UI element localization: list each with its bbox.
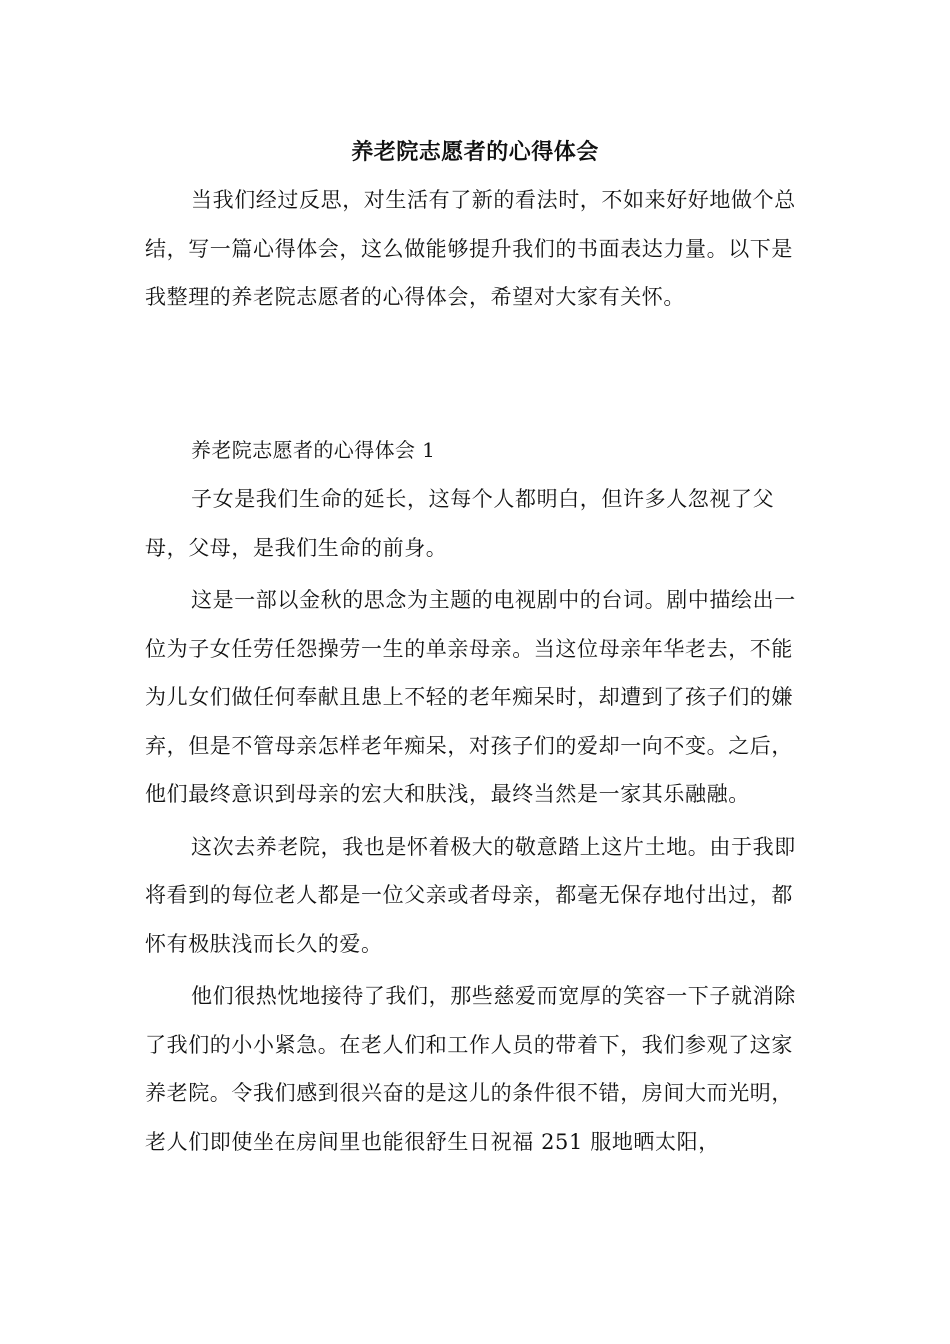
body-text xyxy=(145,475,810,1170)
body-paragraph: 子女是我们生命的延长，这每个人都明白，但许多人忽视了父母，父母，是我们生命的前身。 xyxy=(145,487,775,560)
body-paragraph: 这次去养老院，我也是怀着极大的敬意踏上这片土地。由于我即将看到的每位老人都是一位父亲或者母亲，都毫无保存地付出过，都怀有极肤浅而长久的爱。 xyxy=(145,834,796,956)
body-paragraph: 这是一部以金秋的思念为主题的电视剧中的台词。剧中描绘出一位为子女任劳任怨操劳一生的单亲母亲。当这位母亲年华老去，不能为儿女们做任何奉献且患上不轻的老年痴呆时，却遭到了孩子们的嫌弃，但是不管母亲怎样老年痴呆，对孩子们的爱却一向不变。之后，他们最终意识到母亲的宏大和肤浅，最终当然是一家其乐融融。 xyxy=(145,588,796,806)
document-title: 养老院志愿者的心得体会 xyxy=(351,139,599,165)
body-paragraph: 他们很热忱地接待了我们，那些慈爱而宽厚的笑容一下子就消除了我们的小小紧急。在老人们和工作人员的带着下，我们参观了这家养老院。令我们感到很兴奋的是这儿的条件很不错，房间大而光明，老人们即使坐在房间里也能很舒生日祝福 251 服地晒太阳， xyxy=(145,984,796,1154)
intro-paragraph: 当我们经过反思，对生活有了新的看法时，不如来好好地做个总结，写一篇心得体会，这么做能够提升我们的书面表达力量。以下是我整理的养老院志愿者的心得体会，希望对大家有关怀。 xyxy=(145,188,796,309)
section-heading: 养老院志愿者的心得体会 1 xyxy=(191,438,436,462)
